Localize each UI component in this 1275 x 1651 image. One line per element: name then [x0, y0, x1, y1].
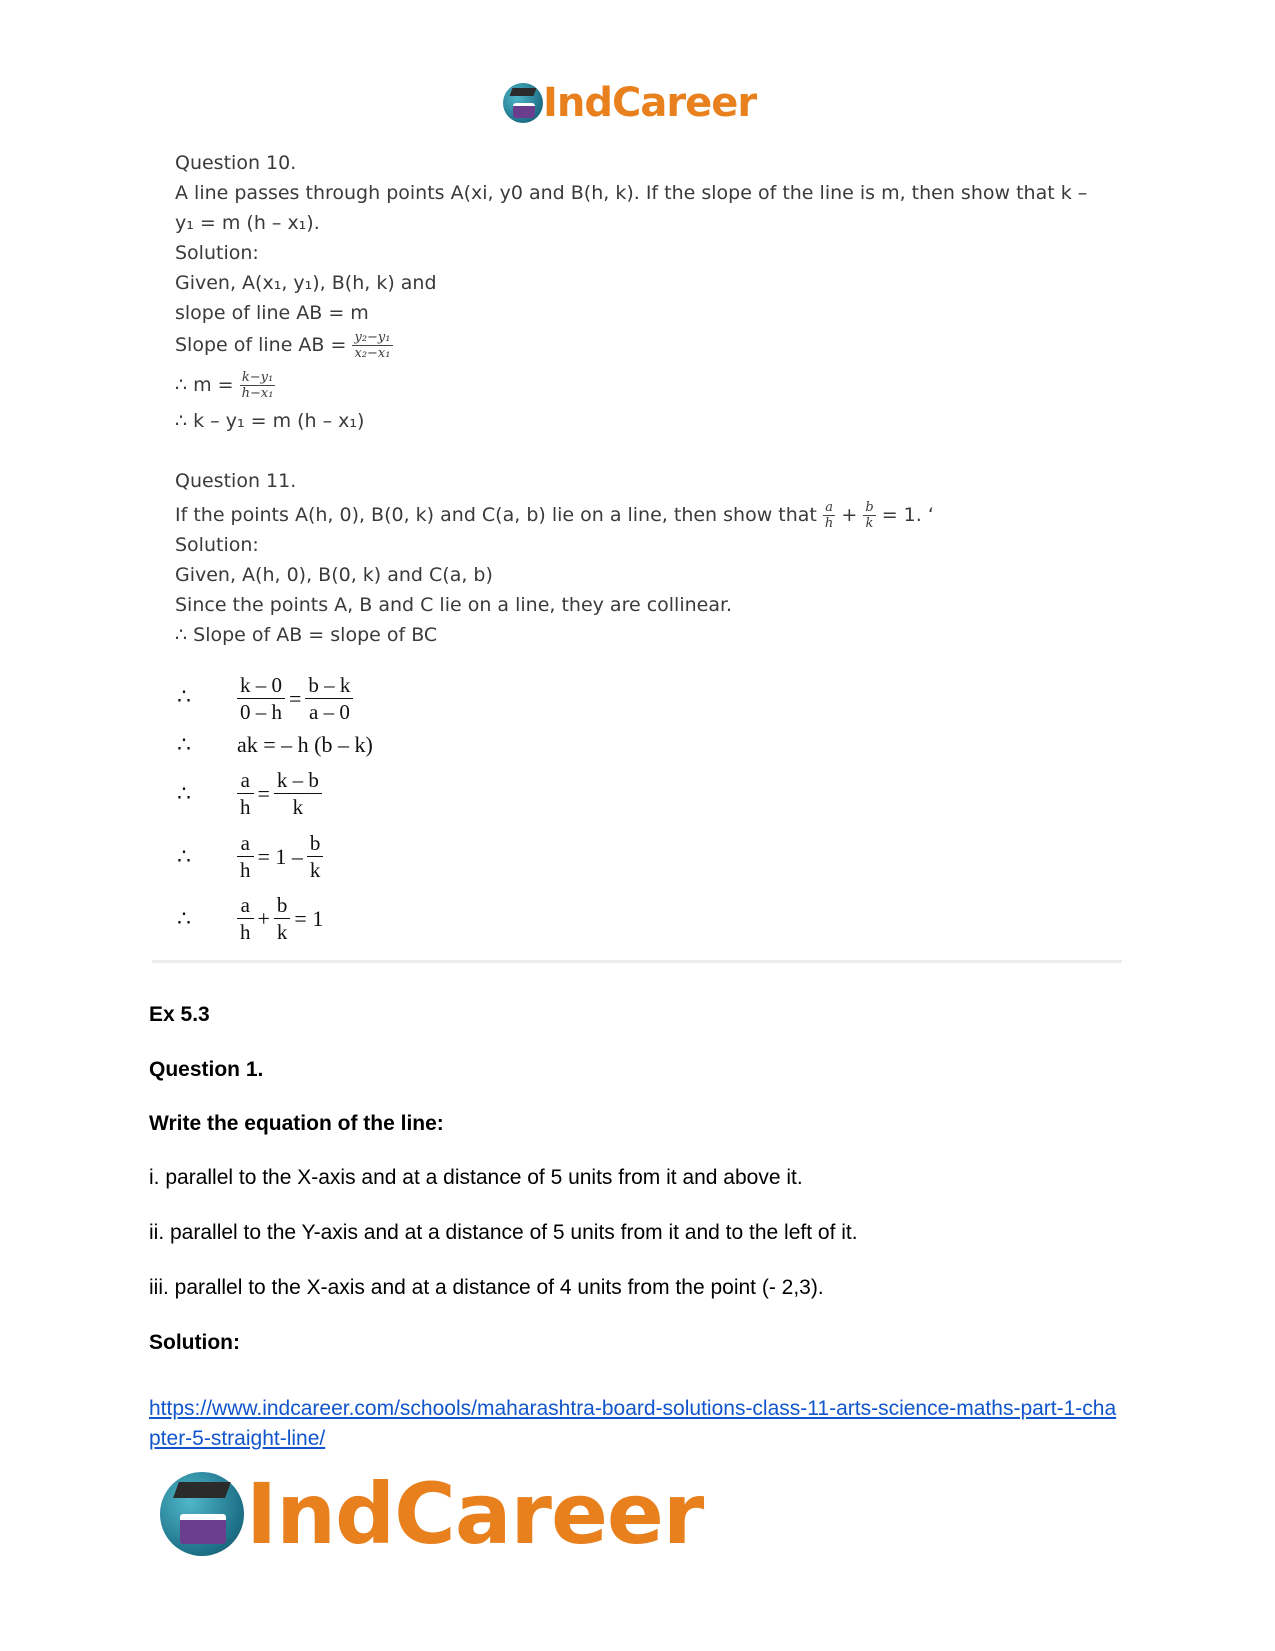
q10-m-formula: ∴ m = $\frac{\text{k−y₁}}{\text{h−x₁}}$: [175, 370, 274, 401]
exercise-heading: Ex 5.3: [149, 1003, 210, 1026]
exercise-question: Question 1.: [149, 1058, 264, 1081]
q10-slope-ab: slope of line AB = m: [175, 302, 369, 324]
exercise-item-3: iii. parallel to the X-axis and at a distance of 4 units from the point (- 2,3).: [149, 1276, 824, 1299]
solution-link[interactable]: https://www.indcareer.com/schools/maharashtra-board-solutions-class-11-arts-science-maths-part-1-chapter-5-straight-line/: [149, 1397, 1117, 1450]
graduation-globe-icon: [160, 1472, 244, 1556]
q10-slope-formula: Slope of line AB = $\frac{\text{y₂−y₁}}{\text{x₂−x₁}}$: [175, 330, 391, 361]
q11-slope-eq: ∴ Slope of AB = slope of BC: [175, 624, 438, 646]
q11-title: Question 11.: [175, 470, 297, 492]
q10-title: Question 10.: [175, 152, 297, 174]
brand-wordmark: IndCareer: [543, 80, 757, 126]
exercise-item-2: ii. parallel to the Y-axis and at a distance of 5 units from it and to the left of it.: [149, 1221, 858, 1244]
graduation-globe-icon: [503, 83, 543, 123]
section-divider: [152, 960, 1122, 963]
q10-statement-line2: y₁ = m (h – x₁).: [175, 212, 320, 234]
exercise-item-1: i. parallel to the X-axis and at a distance of 5 units from it and above it.: [149, 1166, 803, 1189]
q11-solution-label: Solution:: [175, 534, 259, 556]
q11-given: Given, A(h, 0), B(0, k) and C(a, b): [175, 564, 493, 586]
q11-statement: If the points A(h, 0), B(0, k) and C(a, b) lie on a line, then show that $\frac{a}{h}$ + $\frac{b}{k}$ = 1. ‘: [175, 500, 934, 531]
q11-collinear: Since the points A, B and C lie on a line, they are collinear.: [175, 594, 733, 616]
indcareer-logo-top: [503, 80, 756, 126]
indcareer-logo-bottom: [160, 1465, 703, 1563]
q10-result: ∴ k – y₁ = m (h – x₁): [175, 410, 365, 432]
q10-solution-label: Solution:: [175, 242, 259, 264]
brand-wordmark: IndCareer: [246, 1465, 704, 1563]
slope-fraction: $\frac{\text{y₂−y₁}}{\text{x₂−x₁}}$: [354, 330, 391, 361]
exercise-solution-label: Solution:: [149, 1331, 240, 1354]
q10-statement-line1: A line passes through points A(xi, y0 and B(h, k). If the slope of the line is m, then show that k –: [175, 182, 1088, 204]
m-fraction: $\frac{\text{k−y₁}}{\text{h−x₁}}$: [241, 370, 274, 401]
exercise-prompt: Write the equation of the line:: [149, 1112, 444, 1135]
q10-given: Given, A(x₁, y₁), B(h, k) and: [175, 272, 437, 294]
